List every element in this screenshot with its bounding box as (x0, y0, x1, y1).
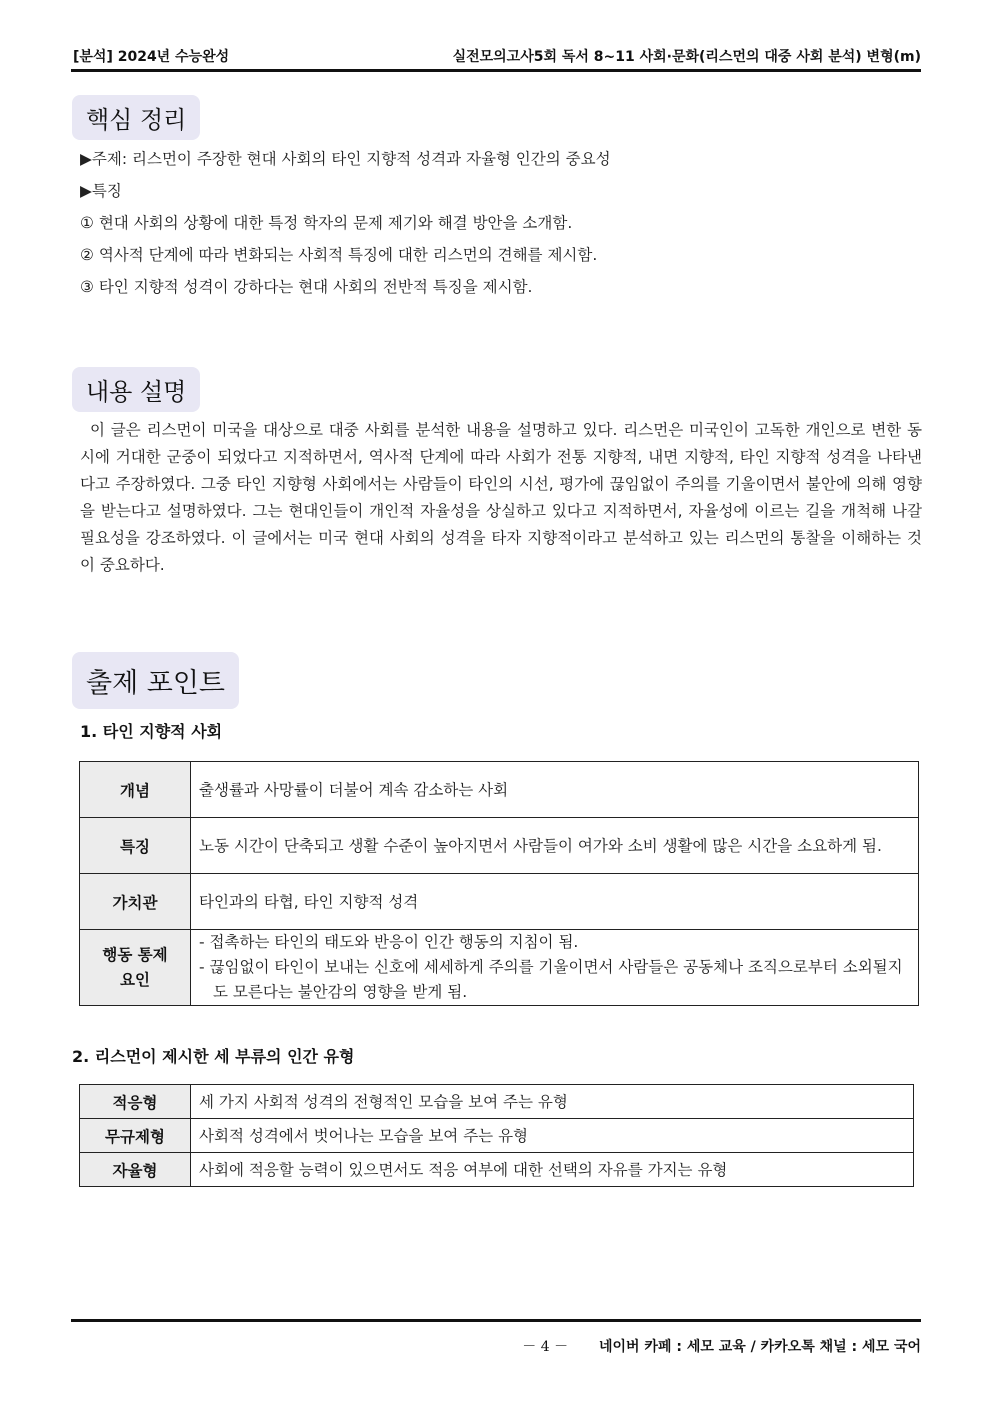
table-row (80, 930, 919, 1006)
row-value-feature: 노동 시간이 단축되고 생활 수준이 높아지면서 사람들이 여가와 소비 생활에 많은 시간을 소요하게 됨. (191, 818, 919, 874)
row-key-behavior-control (80, 930, 191, 1006)
behavior-bullet-2: - 끊임없이 타인이 보내는 신호에 세세하게 주의를 기울이면서 사람들은 공동체나 조직으로부터 소외될지도 모른다는 불안감의 영향을 받게 됨. (199, 958, 903, 1001)
summary-line-1: ① 현대 사회의 상황에 대한 특정 학자의 문제 제기와 해결 방안을 소개함. (80, 214, 573, 232)
row-value-behavior-control (191, 930, 919, 1006)
summary-title: 핵심 정리 (72, 95, 200, 140)
table-row (80, 1153, 914, 1187)
points-title: 출제 포인트 (72, 652, 239, 709)
type-key-adjusted: 적응형 (80, 1085, 191, 1119)
table-row (80, 874, 919, 930)
table-row (80, 1119, 914, 1153)
type-key-anomic: 무규제형 (80, 1119, 191, 1153)
content-title: 내용 설명 (72, 367, 200, 412)
footer-rule (71, 1319, 921, 1322)
page-footer (522, 1336, 921, 1356)
row-key-values: 가치관 (80, 874, 191, 930)
summary-line-3: ③ 타인 지향적 성격이 강하다는 현대 사회의 전반적 특징을 제시함. (80, 278, 533, 296)
table-row (80, 762, 919, 818)
page-header (71, 44, 921, 68)
row-key-behavior-line2: 요인 (120, 970, 150, 989)
type-value-adjusted: 세 가지 사회적 성격의 전형적인 모습을 보여 주는 유형 (191, 1085, 914, 1119)
summary-line-topic: ▶주제: 리스먼이 주장한 현대 사회의 타인 지향적 성격과 자율형 인간의 중요성 (80, 150, 611, 168)
type-key-autonomous: 자율형 (80, 1153, 191, 1187)
human-types-table (79, 1084, 914, 1187)
row-value-values: 타인과의 타협, 타인 지향적 성격 (191, 874, 919, 930)
summary-line-features: ▶특징 (80, 182, 122, 200)
row-key-feature: 특징 (80, 818, 191, 874)
header-rule (71, 69, 921, 72)
header-left: [분석] 2024년 수능완성 (73, 49, 230, 65)
table-row (80, 818, 919, 874)
behavior-bullet-1: - 접촉하는 타인의 태도와 반응이 인간 행동의 지침이 됨. (199, 933, 579, 951)
points-subtitle-1: 1. 타인 지향적 사회 (80, 722, 223, 741)
summary-line-2: ② 역사적 단계에 따라 변화되는 사회적 특징에 대한 리스먼의 견해를 제시함. (80, 246, 598, 264)
other-directed-society-table (79, 761, 919, 1006)
type-value-autonomous: 사회에 적응할 능력이 있으면서도 적응 여부에 대한 선택의 자유를 가지는 유형 (191, 1153, 914, 1187)
content-paragraph: 이 글은 리스먼이 미국을 대상으로 대중 사회를 분석한 내용을 설명하고 있다. 리스먼은 미국인이 고독한 개인으로 변한 동시에 거대한 군중이 되었다고 지적하면서, 역사적 단계에 따라 사회가 전통 지향적, 내면 지향적, 타인 지향적 성격을 나타낸다고 주장하였다. 그중 타인 지향형 사회에서는 사람들이 타인의 시선, 평가에 끊임없이 주의를 기울이면서 불안에 의해 영향을 받는다고 설명하였다. 그는 현대인들이 개인적 자율성을 상실하고 있다고 지적하면서, 자율성에 이르는 길을 개척해 나갈 필요성을 강조하였다. 이 글에서는 미국 현대 사회의 성격을 타자 지향적이라고 분석하고 있는 리스먼의 통찰을 이해하는 것이 중요하다. (80, 421, 922, 574)
footer-text: 네이버 카페 : 세모 교육 / 카카오톡 채널 : 세모 국어 (598, 1339, 921, 1355)
row-value-concept: 출생률과 사망률이 더불어 계속 감소하는 사회 (191, 762, 919, 818)
points-subtitle-2: 2. 리스먼이 제시한 세 부류의 인간 유형 (72, 1047, 355, 1066)
row-key-concept: 개념 (80, 762, 191, 818)
type-value-anomic: 사회적 성격에서 벗어나는 모습을 보여 주는 유형 (191, 1119, 914, 1153)
page-number: － 4 － (522, 1339, 569, 1355)
header-right: 실전모의고사5회 독서 8~11 사회·문화(리스먼의 대중 사회 분석) 변형(m) (452, 49, 921, 65)
row-key-behavior-line1: 행동 통제 (102, 945, 168, 964)
table-row (80, 1085, 914, 1119)
